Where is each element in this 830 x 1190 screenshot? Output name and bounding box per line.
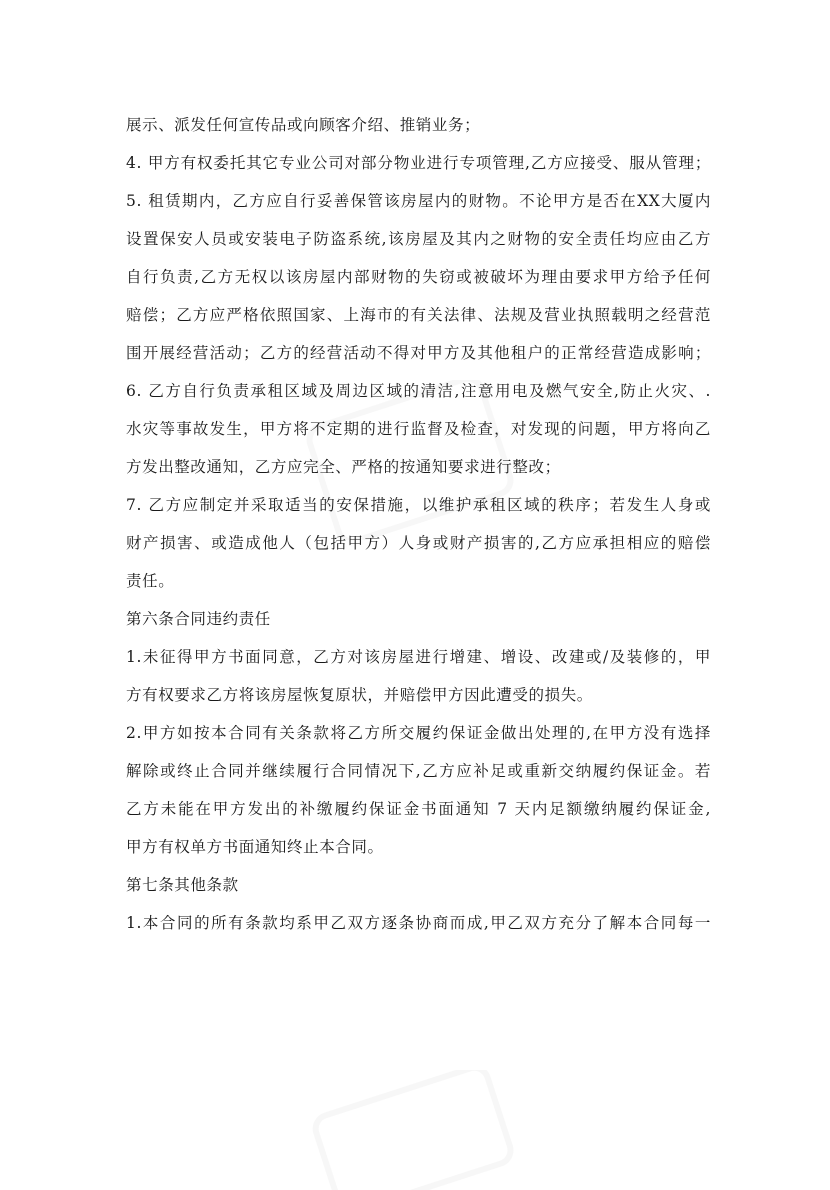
paragraph-line: 7. 乙方应制定并采取适当的安保措施，以维护承租区域的秩序；若发生人身或 [126, 496, 711, 514]
paragraph-line: 2.甲方如按本合同有关条款将乙方所交履约保证金做出处理的,在甲方没有选择 [126, 724, 711, 742]
section-heading: 第七条其他条款 [126, 876, 239, 894]
paragraph-line: 1.未征得甲方书面同意，乙方对该房屋进行增建、增设、改建或/及装修的，甲 [126, 648, 711, 666]
paragraph-line: 财产损害、或造成他人（包括甲方）人身或财产损害的,乙方应承担相应的赔偿 [126, 534, 711, 552]
paragraph-line: 设置保安人员或安装电子防盗系统,该房屋及其内之财物的安全责任均应由乙方 [126, 230, 711, 248]
paragraph-line: 4. 甲方有权委托其它专业公司对部分物业进行专项管理,乙方应接受、服从管理； [126, 154, 711, 172]
paragraph-line: 乙方未能在甲方发出的补缴履约保证金书面通知 7 天内足额缴纳履约保证金, [126, 800, 711, 818]
paragraph-line: 展示、派发任何宣传品或向顾客介绍、推销业务； [126, 116, 481, 134]
paragraph-line: 甲方有权单方书面通知终止本合同。 [126, 838, 384, 856]
paragraph-line: 1.本合同的所有条款均系甲乙双方逐条协商而成,甲乙双方充分了解本合同每一 [126, 914, 711, 932]
watermark-seal-bottom [300, 1070, 520, 1190]
paragraph-line: 方有权要求乙方将该房屋恢复原状，并赔偿甲方因此遭受的损失。 [126, 686, 593, 704]
paragraph-line: 5. 租赁期内，乙方应自行妥善保管该房屋内的财物。不论甲方是否在XX大厦内 [126, 192, 711, 210]
paragraph-line: 解除或终止合同并继续履行合同情况下,乙方应补足或重新交纳履约保证金。若 [126, 762, 711, 780]
paragraph-line: 6. 乙方自行负责承租区域及周边区域的清洁,注意用电及燃气安全,防止火灾、. [126, 382, 711, 400]
section-heading: 第六条合同违约责任 [126, 610, 271, 628]
paragraph-line: 自行负责,乙方无权以该房屋内部财物的失窃或被破坏为理由要求甲方给予任何 [126, 268, 711, 286]
paragraph-line: 方发出整改通知，乙方应完全、严格的按通知要求进行整改； [126, 458, 561, 476]
paragraph-line: 责任。 [126, 572, 175, 590]
document-body [126, 106, 711, 942]
paragraph-line: 赔偿；乙方应严格依照国家、上海市的有关法律、法规及营业执照载明之经营范 [126, 306, 711, 324]
paragraph-line: 围开展经营活动；乙方的经营活动不得对甲方及其他租户的正常经营造成影响； [126, 344, 711, 362]
paragraph-line: 水灾等事故发生，甲方将不定期的进行监督及检查，对发现的问题，甲方将向乙 [126, 420, 711, 438]
